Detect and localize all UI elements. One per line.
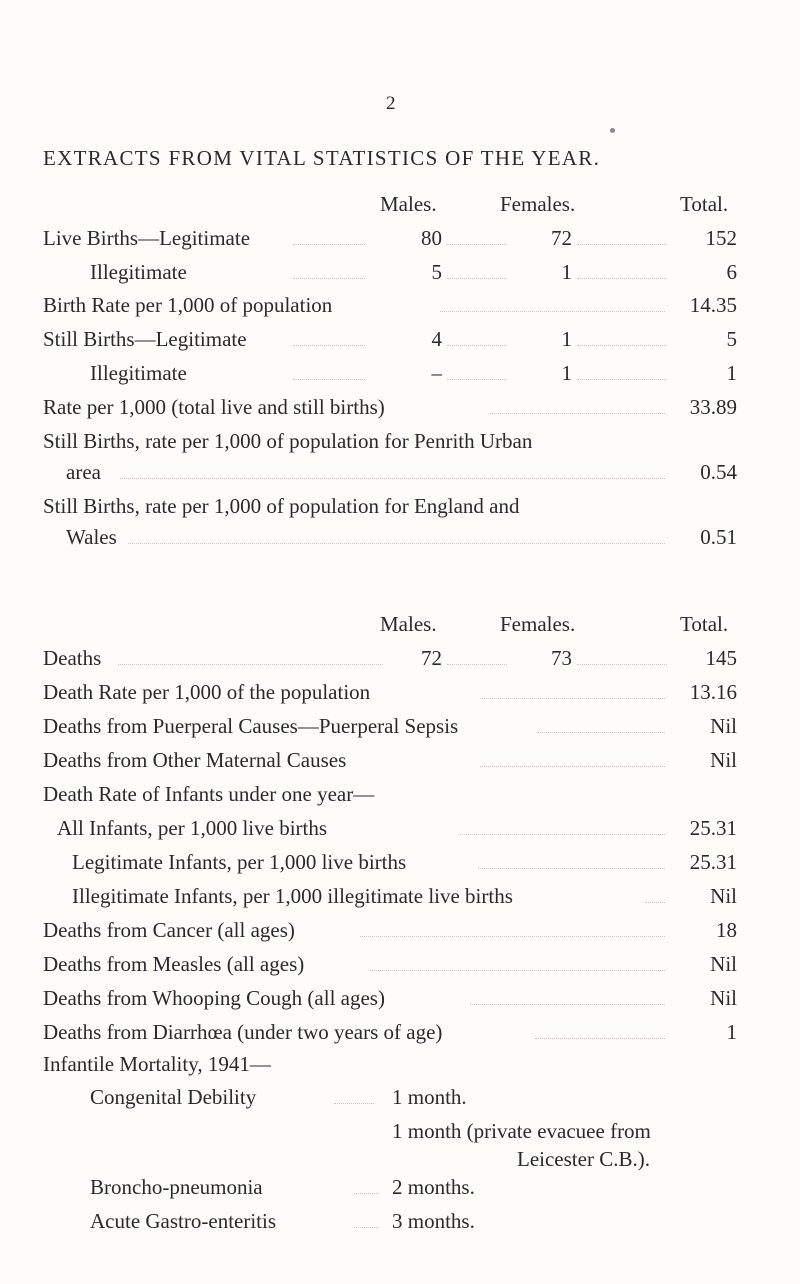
cause-label: Broncho-pneumonia (90, 1175, 263, 1199)
leader-dots (447, 277, 507, 279)
row-label: Legitimate Infants, per 1,000 live births (72, 850, 407, 874)
total-value: 18 (716, 918, 737, 942)
leader-dots (447, 243, 507, 245)
males-value: – (431, 361, 442, 385)
males-value: 4 (431, 327, 442, 351)
leader-dots (293, 243, 365, 245)
females-value: 1 (561, 260, 572, 284)
row-label: Illegitimate (90, 260, 187, 284)
row-label: Deaths from Other Maternal Causes (43, 748, 347, 772)
leader-dots (360, 935, 665, 937)
leader-dots (293, 277, 365, 279)
row-label: Still Births—Legitimate (43, 327, 247, 351)
age-value: 1 month (private evacuee from (392, 1119, 651, 1143)
males-value: 72 (421, 646, 442, 670)
row-label: Deaths from Measles (all ages) (43, 952, 305, 976)
header-females: Females. (500, 192, 576, 216)
row-label: Deaths (43, 646, 102, 670)
row-label: Illegitimate Infants, per 1,000 illegitimate live births (72, 884, 513, 908)
total-value: Nil (710, 986, 737, 1010)
header-total: Total. (680, 612, 729, 636)
total-value: 14.35 (689, 293, 737, 317)
leader-dots (490, 412, 665, 414)
header-females: Females. (500, 612, 576, 636)
leader-dots (293, 344, 365, 346)
females-value: 1 (561, 327, 572, 351)
females-value: 1 (561, 361, 572, 385)
row-label: Still Births, rate per 1,000 of population for England and (43, 494, 520, 518)
row-label: Illegitimate (90, 361, 187, 385)
males-value: 5 (431, 260, 442, 284)
print-speck (610, 128, 615, 133)
females-value: 72 (551, 226, 572, 250)
total-value: 145 (705, 646, 737, 670)
total-value: 1 (726, 1020, 737, 1044)
total-value: Nil (710, 714, 737, 738)
row-label: Deaths from Whooping Cough (all ages) (43, 986, 385, 1010)
total-value: 152 (705, 226, 737, 250)
total-value: 5 (726, 327, 737, 351)
row-label: Still Births, rate per 1,000 of population for Penrith Urban (43, 429, 533, 453)
total-value: 13.16 (689, 680, 737, 704)
row-label: Deaths from Cancer (all ages) (43, 918, 295, 942)
leader-dots (334, 1102, 374, 1104)
leader-dots (447, 344, 507, 346)
age-value: 3 months. (392, 1209, 475, 1233)
leader-dots (460, 833, 665, 835)
row-label: Deaths from Puerperal Causes—Puerperal Sepsis (43, 714, 459, 738)
males-value: 80 (421, 226, 442, 250)
row-label: Live Births—Legitimate (43, 226, 251, 250)
cause-label: Congenital Debility (90, 1085, 257, 1109)
leader-dots (447, 378, 507, 380)
row-label: All Infants, per 1,000 live births (57, 816, 328, 840)
leader-dots (118, 663, 383, 665)
leader-dots (120, 477, 665, 479)
leader-dots (478, 867, 665, 869)
header-males: Males. (380, 612, 437, 636)
infant-death-rate-heading: Death Rate of Infants under one year— (43, 782, 375, 806)
row-label: Death Rate per 1,000 of the population (43, 680, 371, 704)
total-value: Nil (710, 952, 737, 976)
header-total: Total. (680, 192, 729, 216)
leader-dots (293, 378, 365, 380)
leader-dots (440, 310, 665, 312)
total-value: 1 (726, 361, 737, 385)
total-value: Nil (710, 748, 737, 772)
leader-dots (354, 1226, 379, 1228)
leader-dots (480, 697, 665, 699)
leader-dots (447, 663, 507, 665)
total-value: 0.54 (700, 460, 737, 484)
infantile-mortality-heading: Infantile Mortality, 1941— (43, 1052, 271, 1076)
leader-dots (480, 765, 665, 767)
total-value: 6 (726, 260, 737, 284)
leader-dots (470, 1003, 665, 1005)
row-label-continued: area (66, 460, 101, 484)
row-label-continued: Wales (66, 525, 117, 549)
females-value: 73 (551, 646, 572, 670)
page-title: EXTRACTS FROM VITAL STATISTICS OF THE YEAR. (43, 146, 601, 170)
total-value: 25.31 (689, 816, 737, 840)
total-value: Nil (710, 884, 737, 908)
total-value: 33.89 (689, 395, 737, 419)
leader-dots (535, 1037, 665, 1039)
row-label: Rate per 1,000 (total live and still births) (43, 395, 385, 419)
row-label: Deaths from Diarrhœa (under two years of age) (43, 1020, 443, 1044)
cause-label: Acute Gastro-enteritis (90, 1209, 277, 1233)
age-note: Leicester C.B.). (517, 1147, 650, 1171)
total-value: 0.51 (700, 525, 737, 549)
row-label: Birth Rate per 1,000 of population (43, 293, 333, 317)
leader-dots (370, 969, 665, 971)
leader-dots (537, 731, 665, 733)
page-number: 2 (386, 93, 396, 114)
age-value: 1 month. (392, 1085, 467, 1109)
leader-dots (128, 542, 665, 544)
header-males: Males. (380, 192, 437, 216)
age-value: 2 months. (392, 1175, 475, 1199)
total-value: 25.31 (689, 850, 737, 874)
leader-dots (354, 1192, 379, 1194)
